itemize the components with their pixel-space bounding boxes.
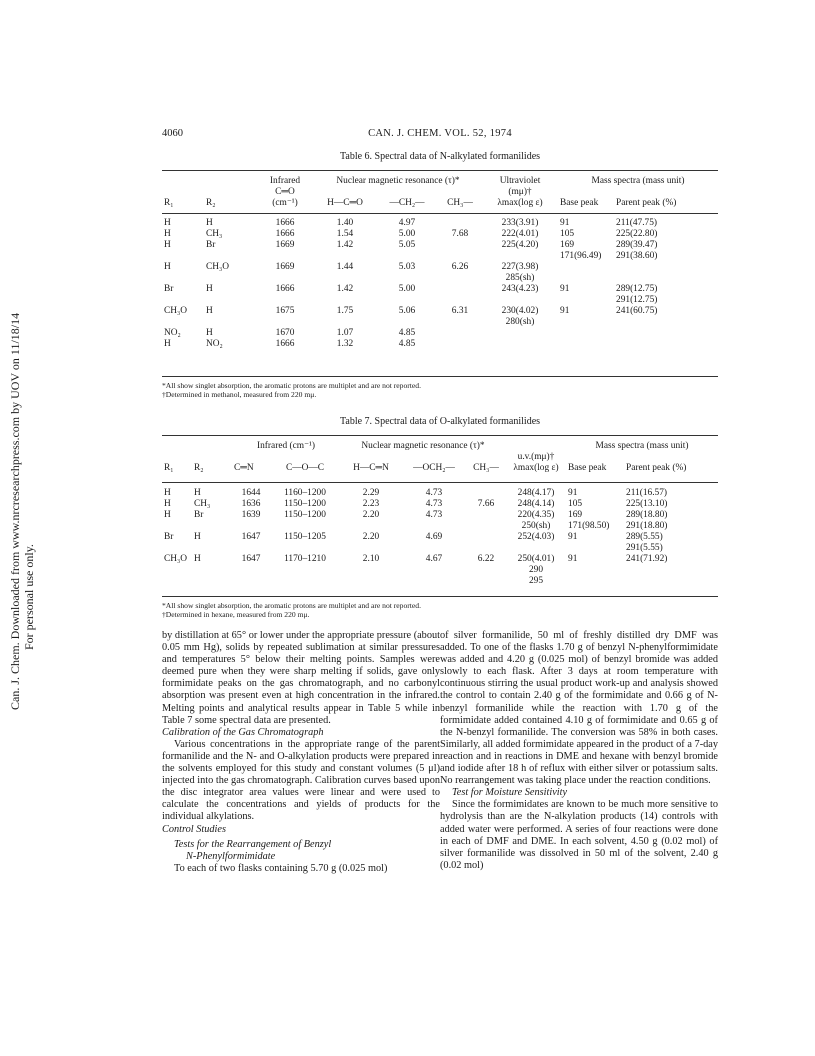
table-cell: 290 — [528, 565, 544, 575]
table-cell — [162, 317, 204, 328]
table-cell: 2.23 — [362, 499, 380, 509]
table-cell: 1150–1200 — [284, 499, 326, 509]
table-cell — [438, 251, 482, 262]
section-heading-moisture: Test for Moisture Sensitivity — [452, 787, 568, 799]
t7-head-ms: Mass spectra (mass unit) — [595, 441, 689, 451]
table-row — [162, 510, 718, 521]
table-cell — [566, 576, 624, 587]
table-cell — [204, 317, 256, 328]
table6-note-2: †Determined in methanol, measured from 220 mμ. — [162, 390, 317, 399]
table6-body — [162, 218, 718, 350]
table-cell: 1669 — [275, 240, 295, 250]
table-cell: 1.07 — [336, 328, 354, 338]
table-cell: 252(4.03) — [517, 532, 555, 542]
table-cell: H — [164, 339, 171, 349]
t6-head-ms: Mass spectra (mass unit) — [591, 176, 685, 186]
table-cell — [340, 521, 402, 532]
table-row — [162, 543, 718, 554]
table-cell: Br — [194, 510, 204, 520]
t6-head-r2: R₂ — [206, 198, 216, 208]
table-row — [162, 339, 718, 350]
table-cell: 4.67 — [425, 554, 443, 564]
table-cell: 225(13.10) — [626, 499, 668, 509]
table-cell — [314, 273, 376, 284]
table-cell: 285(sh) — [505, 273, 535, 283]
table-cell: 291(5.55) — [626, 543, 663, 553]
table-cell: 243(4.23) — [501, 284, 539, 294]
table-cell: 105 — [568, 499, 583, 509]
table-cell — [466, 543, 506, 554]
table-cell — [614, 317, 718, 328]
table-cell — [624, 565, 718, 576]
table-cell — [270, 565, 340, 576]
table-cell: 233(3.91) — [501, 218, 539, 228]
table-cell — [438, 317, 482, 328]
t7-head-ms-b: Parent peak (%) — [626, 463, 687, 473]
table-cell: 291(12.75) — [616, 295, 658, 305]
table-cell: 250(sh) — [521, 521, 551, 531]
journal-citation: CAN. J. CHEM. VOL. 52, 1974 — [368, 128, 512, 139]
table-cell — [256, 273, 314, 284]
table6-head-rule — [162, 213, 718, 214]
right-paragraph-1: of silver formanilide, 50 ml of freshly distilled dry DMF was added. To one of the flasks 1.70 g of benzyl N-phenylformimidate was added and 4.20 g (0.025 mol) of benzyl bromide was added slowly to each flask. After 3 days at room temperature with continuous stirring the usual product work-up and analysis showed the control to contain 2.40 g of the formimidate and 0.66 g of N-benzyl formanilide while the reaction with 1.70 g of the formimidate added contained 4.10 g of formimidate and 0.65 g of the N-benzyl formanilide. The conversion was 58% in both cases. Similarly, all added formimidate appeared in the product of a 7-day reaction and in reactions in DME and hexane with benzyl bromide and iodide after 18 h of reflux with either silver or potassium salts. No rearrangement was taking place under the reaction conditions. — [440, 630, 718, 787]
table-cell: NO₂ — [164, 328, 181, 338]
t6-head-r1: R₁ — [164, 198, 174, 208]
table-cell: H — [164, 262, 171, 272]
table-cell — [162, 543, 192, 554]
table-cell: CH₃ — [194, 499, 211, 509]
t7-head-r1: R₁ — [164, 463, 174, 473]
table-cell: Br — [164, 284, 174, 294]
table-cell: H — [206, 218, 213, 228]
table-cell — [482, 339, 558, 350]
table-cell: H — [164, 218, 171, 228]
table-cell: 6.26 — [451, 262, 469, 272]
table-cell: 227(3.98) — [501, 262, 539, 272]
t7-head-uv: u.v.(mμ)† — [517, 452, 555, 462]
t6-head-uv3: λmax(log ε) — [497, 198, 543, 208]
table-cell: 1160–1200 — [284, 488, 326, 498]
table-cell: 4.73 — [425, 488, 443, 498]
table-cell: 1.40 — [336, 218, 354, 228]
t6-head-nmr-b: —CH₂— — [389, 198, 425, 208]
table-cell: 289(12.75) — [616, 284, 658, 294]
table-cell — [558, 317, 614, 328]
table-cell — [314, 317, 376, 328]
table7-body — [162, 488, 718, 587]
table-cell: 1639 — [241, 510, 261, 520]
table-cell — [192, 543, 232, 554]
table-cell — [192, 565, 232, 576]
table-cell: 1150–1205 — [284, 532, 326, 542]
table-cell: H — [194, 488, 201, 498]
table-cell: 248(4.14) — [517, 499, 555, 509]
table-cell — [402, 521, 466, 532]
table-cell: 7.66 — [477, 499, 495, 509]
table-cell: 1170–1210 — [284, 554, 326, 564]
table-cell: CH₃O — [164, 554, 188, 564]
table-cell: H — [194, 532, 201, 542]
table-cell — [376, 273, 438, 284]
table-cell: 211(47.75) — [616, 218, 658, 228]
table-cell — [566, 565, 624, 576]
table-cell: H — [206, 284, 213, 294]
table-cell: 91 — [568, 488, 578, 498]
table-cell — [506, 543, 566, 554]
table-cell — [162, 565, 192, 576]
table-row — [162, 576, 718, 587]
t7-head-uv2: λmax(log ε) — [513, 463, 559, 473]
download-watermark — [0, 312, 40, 710]
table-cell — [256, 295, 314, 306]
table-row — [162, 488, 718, 499]
section-heading-control: Control Studies — [162, 823, 226, 835]
t6-head-ir2: C═O — [275, 187, 295, 197]
table-row — [162, 273, 718, 284]
running-header — [162, 128, 718, 142]
table-cell: 248(4.17) — [517, 488, 555, 498]
table-cell: 241(60.75) — [616, 306, 658, 316]
section-heading-calibration: Calibration of the Gas Chromatograph — [162, 726, 324, 738]
t6-head-uv2: (mμ)† — [508, 187, 532, 197]
table-cell: 91 — [568, 554, 578, 564]
table-cell — [438, 218, 482, 229]
t7-head-nmr-a: H—C═N — [353, 463, 389, 473]
table-cell — [192, 521, 232, 532]
table-cell: 7.68 — [451, 229, 469, 239]
table-cell — [438, 328, 482, 339]
table-row — [162, 295, 718, 306]
table-cell — [232, 521, 270, 532]
table-cell — [438, 284, 482, 295]
table-cell: 4.73 — [425, 499, 443, 509]
table-cell — [466, 488, 506, 499]
table-row — [162, 499, 718, 510]
table-cell: 1666 — [275, 339, 295, 349]
table-row — [162, 240, 718, 251]
table-cell — [204, 273, 256, 284]
table-cell: 220(4.35) — [517, 510, 555, 520]
table-cell — [376, 295, 438, 306]
table-cell: 6.22 — [477, 554, 495, 564]
table-cell — [558, 273, 614, 284]
table-cell: 1666 — [275, 284, 295, 294]
table-cell: 1647 — [241, 532, 261, 542]
table-cell: Br — [164, 532, 174, 542]
table-cell: 91 — [560, 306, 570, 316]
table-cell — [566, 543, 624, 554]
table-cell — [204, 251, 256, 262]
table-cell — [614, 328, 718, 339]
table-cell: 280(sh) — [505, 317, 535, 327]
table-cell: NO₂ — [206, 339, 223, 349]
t7-head-r2: R₂ — [194, 463, 204, 473]
t6-head-nmr-c: CH₃— — [447, 198, 473, 208]
table-cell: 5.06 — [398, 306, 416, 316]
table-cell — [558, 262, 614, 273]
table-row — [162, 317, 718, 328]
table-cell: 4.85 — [398, 328, 416, 338]
table7-head-rule — [162, 482, 718, 483]
table-cell: 2.20 — [362, 532, 380, 542]
left-column — [162, 630, 440, 875]
table7-top-rule — [162, 435, 718, 436]
table-cell — [270, 576, 340, 587]
table-cell — [438, 240, 482, 251]
table-row — [162, 521, 718, 532]
table-cell — [270, 521, 340, 532]
table-cell: 1.44 — [336, 262, 354, 272]
table-cell: 225(4.20) — [501, 240, 539, 250]
table-cell — [438, 273, 482, 284]
table6-note-1: *All show singlet absorption, the aromatic protons are multiplet and are not reported. — [162, 381, 421, 390]
table-cell: 1636 — [241, 499, 261, 509]
t6-head-ir: Infrared — [269, 176, 301, 186]
table-cell — [232, 576, 270, 587]
table-cell — [162, 576, 192, 587]
t7-head-ms-a: Base peak — [568, 463, 607, 473]
table7-bottom-rule — [162, 596, 718, 597]
t7-head-ir: Infrared (cm⁻¹) — [257, 441, 315, 451]
table-cell — [162, 251, 204, 262]
table-cell — [614, 262, 718, 273]
table-cell — [402, 543, 466, 554]
t7-head-nmr-b: —OCH₂— — [413, 463, 455, 473]
table-cell — [376, 317, 438, 328]
t7-head-ir-a: C═N — [234, 463, 254, 473]
table-cell — [256, 317, 314, 328]
table-cell — [204, 295, 256, 306]
table-cell: 2.20 — [362, 510, 380, 520]
table7-notes — [162, 601, 421, 619]
table-cell: H — [194, 554, 201, 564]
table-cell: 91 — [560, 218, 570, 228]
table-cell: H — [206, 328, 213, 338]
watermark-line-2: For personal use only. — [22, 544, 36, 650]
table-row — [162, 532, 718, 543]
table-cell: 1.42 — [336, 284, 354, 294]
table-cell — [270, 543, 340, 554]
table-cell: 1666 — [275, 218, 295, 228]
table-cell — [314, 251, 376, 262]
t6-head-uv: Ultraviolet — [499, 176, 541, 186]
t6-head-ms-a: Base peak — [560, 198, 599, 208]
table-cell: 5.03 — [398, 262, 416, 272]
table-cell: 4.97 — [398, 218, 416, 228]
table-cell — [438, 295, 482, 306]
table-cell: H — [206, 306, 213, 316]
table-cell — [466, 576, 506, 587]
table-cell: 5.00 — [398, 229, 416, 239]
table-cell: 1670 — [275, 328, 295, 338]
table-cell: 289(18.80) — [626, 510, 668, 520]
table-cell: 91 — [568, 532, 578, 542]
table-cell — [558, 339, 614, 350]
table-cell: H — [164, 510, 171, 520]
table-cell — [340, 543, 402, 554]
right-column — [440, 630, 718, 872]
table-cell: 4.85 — [398, 339, 416, 349]
table-cell — [232, 543, 270, 554]
table-cell: H — [164, 499, 171, 509]
table-cell: 91 — [560, 284, 570, 294]
table-cell: 1.42 — [336, 240, 354, 250]
right-paragraph-2: Since the formimidates are known to be much more sensitive to hydrolysis than are the N-alkylation products (14) controls with added water were performed. A series of four reactions were done in each of DMF and DME. In each solvent, 4.50 g (0.02 mol) of silver formanilide was dissolved in 50 ml of the solvent, 2.40 g (0.02 mol) — [440, 799, 718, 871]
table-cell: 4.69 — [425, 532, 443, 542]
t7-head-nmr-c: CH₃— — [473, 463, 499, 473]
t6-head-ir3: (cm⁻¹) — [272, 198, 298, 208]
table-row — [162, 218, 718, 229]
table-cell: 1675 — [275, 306, 295, 316]
table-cell — [558, 295, 614, 306]
left-paragraph-2: Various concentrations in the appropriate range of the parent formanilide and the N- and O-alkylation products were prepared in the solvents employed for this study and constant volumes (5 μl) injected into the gas chromatograph. Calibration curves based upon the disc integrator area values were linear and were used to calculate the concentrations and yields of products for the individual alkylations. — [162, 738, 440, 823]
table-cell: 2.29 — [362, 488, 380, 498]
table-cell: 105 — [560, 229, 575, 239]
table-cell: CH₃O — [164, 306, 188, 316]
table-cell: 1.54 — [336, 229, 354, 239]
table-cell — [466, 510, 506, 521]
page-number: 4060 — [162, 128, 183, 139]
table-cell — [162, 521, 192, 532]
watermark-line-1: Can. J. Chem. Downloaded from www.nrcresearchpress.com by UOV on 11/18/14 — [8, 312, 22, 710]
table-row — [162, 565, 718, 576]
table7-note-1: *All show singlet absorption, the aromatic protons are multiplet and are not reported. — [162, 601, 421, 610]
table-cell: 241(71.92) — [626, 554, 668, 564]
table-cell: 230(4.02) — [501, 306, 539, 316]
table-cell — [192, 576, 232, 587]
table-cell: 1647 — [241, 554, 261, 564]
table-cell: Br — [206, 240, 216, 250]
table-cell — [232, 565, 270, 576]
table-cell — [482, 295, 558, 306]
table-cell — [402, 576, 466, 587]
table-cell: 171(96.49) — [560, 251, 602, 261]
table7 — [162, 441, 718, 474]
t6-head-ms-b: Parent peak (%) — [616, 198, 677, 208]
table-cell: 5.00 — [398, 284, 416, 294]
table-cell: H — [164, 240, 171, 250]
table-cell: 1.75 — [336, 306, 354, 316]
table-cell — [614, 339, 718, 350]
table-cell: 2.10 — [362, 554, 380, 564]
table-cell: 1150–1200 — [284, 510, 326, 520]
table-cell — [482, 251, 558, 262]
table-cell — [466, 521, 506, 532]
table6 — [162, 176, 718, 209]
table-cell — [162, 273, 204, 284]
table-cell: 1.32 — [336, 339, 354, 349]
table-cell — [438, 339, 482, 350]
t6-head-nmr-a: H—C═O — [327, 198, 363, 208]
table-cell: 289(5.55) — [626, 532, 663, 542]
t7-head-ir-b: C—O—C — [285, 463, 325, 473]
table-cell: 1669 — [275, 262, 295, 272]
table-cell — [256, 251, 314, 262]
table6-notes — [162, 381, 421, 399]
subheading-rearrangement-1: Tests for the Rearrangement of Benzyl — [174, 838, 332, 850]
table-cell: 6.31 — [451, 306, 469, 316]
table-row — [162, 284, 718, 295]
table-cell: 4.73 — [425, 510, 443, 520]
table6-bottom-rule — [162, 376, 718, 377]
table7-note-2: †Determined in hexane, measured from 220 mμ. — [162, 610, 310, 619]
table-cell — [482, 328, 558, 339]
table-cell: 169 — [560, 240, 575, 250]
table-cell: CH₃ — [206, 229, 223, 239]
table-cell: 291(18.80) — [626, 521, 668, 531]
table7-caption: Table 7. Spectral data of O-alkylated formanilides — [339, 416, 541, 427]
table-cell — [340, 565, 402, 576]
left-paragraph-1: by distillation at 65° or lower under the appropriate pressure (about 0.05 mm Hg), solids by repeated sublimation at similar pressures and temperatures 5° below their melting points. Samples were deemed pure when they were sharp melting if solids, gave only formimidate peaks on the gas chromatograph, and no carbonyl absorption was present even at high concentration in the infrared. Melting points and analytical results appear in Table 5 while in Table 7 some spectral data are presented. — [162, 630, 440, 726]
table-cell — [402, 565, 466, 576]
t7-head-nmr: Nuclear magnetic resonance (τ)* — [361, 441, 485, 451]
table-cell: 169 — [568, 510, 583, 520]
table6-caption: Table 6. Spectral data of N-alkylated formanilides — [339, 151, 541, 162]
table-cell: 225(22.80) — [616, 229, 658, 239]
table-cell: 171(98.50) — [568, 521, 610, 531]
table-row — [162, 554, 718, 565]
table-cell — [466, 532, 506, 543]
table-cell: 5.05 — [398, 240, 416, 250]
table-cell: H — [164, 229, 171, 239]
table-cell — [624, 576, 718, 587]
table-cell — [376, 251, 438, 262]
table-cell: 1666 — [275, 229, 295, 239]
table-cell — [340, 576, 402, 587]
table-cell — [162, 295, 204, 306]
table-cell: 291(38.60) — [616, 251, 658, 261]
table-cell: 250(4.01) — [517, 554, 555, 564]
table-row — [162, 328, 718, 339]
subheading-rearrangement-2: N-Phenylformimidate — [186, 850, 276, 862]
table-row — [162, 306, 718, 317]
table-cell: 295 — [528, 576, 544, 586]
table-row — [162, 262, 718, 273]
table-row — [162, 229, 718, 240]
table-cell: 289(39.47) — [616, 240, 658, 250]
table-cell — [614, 273, 718, 284]
table-cell: CH₃O — [206, 262, 230, 272]
table-cell — [558, 328, 614, 339]
table-cell — [314, 295, 376, 306]
table-cell: 211(16.57) — [626, 488, 668, 498]
table-cell: 222(4.01) — [501, 229, 539, 239]
left-paragraph-3: To each of two flasks containing 5.70 g (0.025 mol) — [174, 862, 388, 874]
table-cell: H — [164, 488, 171, 498]
table-row — [162, 251, 718, 262]
t6-head-nmr: Nuclear magnetic resonance (τ)* — [336, 176, 460, 186]
table-cell: 1644 — [241, 488, 261, 498]
table6-top-rule — [162, 170, 718, 171]
table-cell — [466, 565, 506, 576]
